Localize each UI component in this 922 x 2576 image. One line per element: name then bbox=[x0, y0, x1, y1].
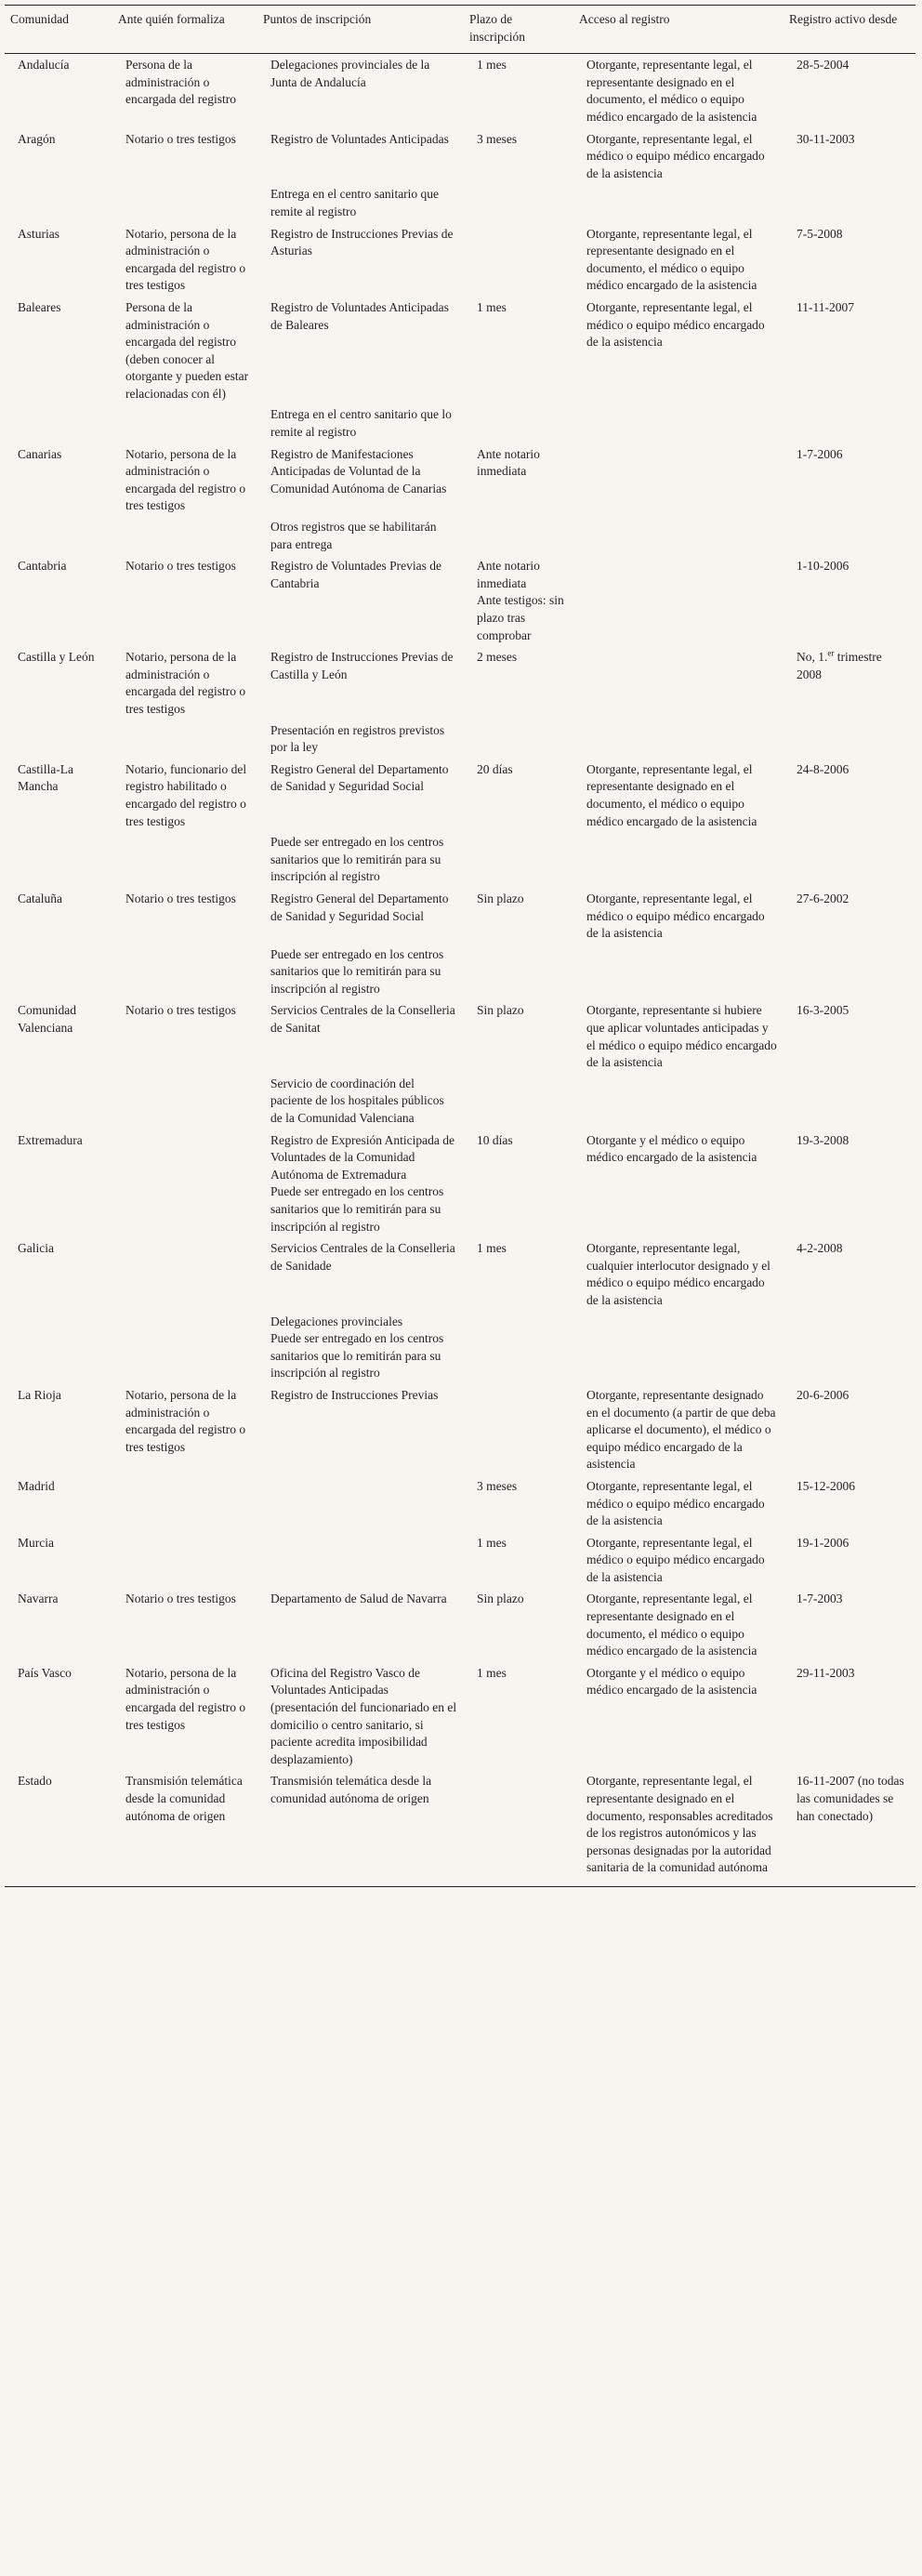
table-row bbox=[5, 443, 915, 517]
cell-puntos: Entrega en el centro sanitario que remite al registro bbox=[270, 187, 440, 218]
cell-puntos: Servicios Centrales de la Conselleria de Sanidade bbox=[270, 1241, 455, 1273]
cell-puntos: Registro de Voluntades Anticipadas de Baleares bbox=[270, 299, 449, 332]
cell-ante: Persona de la administración o encargada del registro bbox=[125, 58, 236, 107]
puntos-registro: Registro de Expresión Anticipada de Voluntades de la Comunidad Autónoma de Extremadura bbox=[270, 1132, 454, 1182]
table-row bbox=[5, 223, 915, 297]
table-row-continuation bbox=[5, 184, 915, 222]
cell-comunidad: Madrid bbox=[18, 1478, 55, 1493]
cell-acceso bbox=[573, 555, 784, 646]
cell-acceso: Otorgante, representante legal, el representante designado en el documento, el médico o equipo médico encargado de la asistencia bbox=[586, 761, 757, 828]
cell-registro: 20-6-2006 bbox=[797, 1387, 850, 1402]
cell-comunidad: Cataluña bbox=[18, 891, 62, 905]
cell-ante: Persona de la administración o encargada del registro (deben conocer al otorgante y pueden estar relacionadas con él) bbox=[125, 299, 249, 401]
cell-puntos: Servicio de coordinación del paciente de los hospitales públicos de la Comunidad Valenciana bbox=[270, 1076, 444, 1126]
cell-plazo bbox=[464, 1384, 573, 1475]
cell-comunidad: Castilla y León bbox=[18, 650, 95, 665]
cell-acceso: Otorgante, representante legal, cualquier interlocutor designado y el médico o equipo médico encargado de la asistencia bbox=[586, 1241, 771, 1307]
cell-acceso: Otorgante, representante si hubiere que aplicar voluntades anticipadas y el médico o equipo médico encargado de la asistencia bbox=[586, 1003, 777, 1070]
cell-acceso: Otorgante, representante legal, el representante designado en el documento, el médico o equipo médico encargado de la asistencia bbox=[586, 58, 757, 124]
table-row bbox=[5, 759, 915, 832]
cell-plazo: Ante notario inmediata bbox=[477, 446, 540, 479]
cell-registro: 30-11-2003 bbox=[797, 131, 855, 146]
cell-ante: Notario o tres testigos bbox=[125, 131, 236, 146]
cell-registro: 28-5-2004 bbox=[797, 58, 850, 73]
cell-registro: 19-3-2008 bbox=[797, 1132, 850, 1147]
table-row bbox=[5, 1532, 915, 1589]
cell-ante: Notario, persona de la administración o encargada del registro o tres testigos bbox=[125, 650, 246, 716]
table-row-continuation bbox=[5, 1312, 915, 1384]
cell-puntos bbox=[257, 1312, 464, 1384]
cell-acceso: Otorgante, representante legal, el médico o equipo médico encargado de la asistencia bbox=[586, 131, 765, 180]
cell-comunidad: País Vasco bbox=[18, 1665, 72, 1680]
header-acceso: Acceso al registro bbox=[573, 6, 784, 54]
table-body bbox=[5, 54, 915, 1887]
cell-plazo: 20 días bbox=[477, 761, 513, 776]
cell-acceso: Otorgante, representante legal, el médico o equipo médico encargado de la asistencia bbox=[586, 299, 765, 350]
puntos-entrega: Puede ser entregado en los centros sanitarios que lo remitirán para su inscripción al registro bbox=[270, 1184, 444, 1234]
table-row bbox=[5, 999, 915, 1073]
cell-registro: 1-7-2006 bbox=[797, 446, 843, 461]
cell-plazo: Sin plazo bbox=[477, 1592, 524, 1606]
cell-ante bbox=[112, 1129, 257, 1238]
plazo-notario: Ante notario inmediata bbox=[477, 559, 540, 590]
cell-plazo: Sin plazo bbox=[477, 891, 524, 905]
cell-comunidad: Aragón bbox=[18, 131, 56, 146]
cell-puntos: Puede ser entregado en los centros sanitarios que lo remitirán para su inscripción al registro bbox=[270, 835, 444, 884]
cell-ante: Notario o tres testigos bbox=[125, 1003, 236, 1018]
cell-acceso bbox=[573, 443, 784, 517]
cell-acceso: Otorgante, representante legal, el médico o equipo médico encargado de la asistencia bbox=[586, 1535, 765, 1584]
cell-registro: 11-11-2007 bbox=[797, 299, 854, 314]
cell-puntos: Registro de Instrucciones Previas bbox=[270, 1387, 439, 1402]
table-row bbox=[5, 1129, 915, 1238]
cell-puntos: Departamento de Salud de Navarra bbox=[270, 1592, 447, 1606]
table-row-continuation bbox=[5, 832, 915, 888]
cell-comunidad: Andalucía bbox=[18, 58, 70, 73]
header-plazo: Plazo de inscripción bbox=[464, 6, 573, 54]
cell-ante: Notario, persona de la administración o encargada del registro o tres testigos bbox=[125, 226, 246, 293]
cell-registro: 1-7-2003 bbox=[797, 1592, 843, 1606]
table-row-continuation bbox=[5, 517, 915, 555]
cell-ante: Transmisión telemática desde la comunidad autónoma de origen bbox=[112, 1770, 257, 1886]
cell-puntos: Servicios Centrales de la Conselleria de Sanitat bbox=[270, 1003, 455, 1036]
cell-puntos: Registro General del Departamento de Sanidad y Seguridad Social bbox=[270, 891, 449, 923]
cell-ante bbox=[112, 1532, 257, 1589]
cell-plazo: 3 meses bbox=[477, 131, 518, 146]
table-row bbox=[5, 555, 915, 646]
cell-puntos bbox=[257, 1475, 464, 1532]
cell-ante: Notario o tres testigos bbox=[125, 891, 236, 905]
table-row bbox=[5, 1662, 915, 1771]
registro-superscript: er bbox=[827, 648, 835, 658]
cell-acceso: Otorgante, representante legal, el médico o equipo médico encargado de la asistencia bbox=[586, 1478, 765, 1528]
cell-plazo: 2 meses bbox=[477, 650, 518, 665]
table-row-continuation bbox=[5, 945, 915, 1000]
cell-registro: 29-11-2003 bbox=[797, 1665, 855, 1680]
cell-ante: Notario o tres testigos bbox=[125, 1592, 236, 1606]
cell-acceso: Otorgante, representante legal, el representante designado en el documento, el médico o equipo médico encargado de la asistencia bbox=[586, 1592, 757, 1658]
cell-plazo: 1 mes bbox=[477, 1535, 507, 1550]
cell-acceso: Otorgante, representante legal, el representante designado en el documento, responsables acreditados de los registros autonómicos y las personas designadas por la autoridad sanitaria de la comunidad autónoma bbox=[573, 1770, 784, 1886]
cell-plazo: 1 mes bbox=[477, 1665, 507, 1680]
cell-comunidad: Navarra bbox=[18, 1592, 59, 1606]
cell-puntos: Oficina del Registro Vasco de Voluntades Anticipadas (presentación del funcionariado en el domicilio o centro sanitario, si paciente acredita imposibilidad desplazamiento) bbox=[270, 1665, 457, 1766]
cell-registro: 15-12-2006 bbox=[797, 1478, 855, 1493]
table-row bbox=[5, 1237, 915, 1311]
table-row-continuation bbox=[5, 720, 915, 759]
table-row bbox=[5, 1475, 915, 1532]
cell-ante: Notario, persona de la administración o encargada del registro o tres testigos bbox=[125, 446, 246, 513]
table-row bbox=[5, 888, 915, 945]
cell-registro: 19-1-2006 bbox=[797, 1535, 850, 1550]
table-row bbox=[5, 128, 915, 185]
cell-puntos: Registro de Voluntades Previas de Cantabria bbox=[270, 559, 441, 590]
cell-puntos: Registro de Voluntades Anticipadas bbox=[270, 131, 449, 146]
header-row bbox=[5, 6, 915, 54]
cell-comunidad: Castilla-La Mancha bbox=[18, 761, 73, 794]
cell-comunidad: Cantabria bbox=[18, 559, 67, 574]
cell-ante: Notario o tres testigos bbox=[125, 559, 236, 574]
cell-comunidad: Comunidad Valenciana bbox=[18, 1003, 76, 1036]
cell-registro: 16-3-2005 bbox=[797, 1003, 850, 1018]
cell-ante bbox=[112, 1237, 257, 1311]
cell-puntos: Otros registros que se habilitarán para entrega bbox=[270, 520, 437, 551]
cell-comunidad: Murcia bbox=[18, 1535, 54, 1550]
cell-puntos: Registro de Instrucciones Previas de Asturias bbox=[270, 226, 454, 258]
cell-registro: 16-11-2007 (no todas las comunidades se han conectado) bbox=[784, 1770, 915, 1886]
puntos-entrega: Puede ser entregado en los centros sanitarios que lo remitirán para su inscripción al registro bbox=[270, 1331, 444, 1380]
table-row bbox=[5, 1588, 915, 1661]
table-row bbox=[5, 1384, 915, 1475]
cell-acceso: Otorgante, representante designado en el documento (a partir de que deba aplicarse el documento), el médico o equipo médico encargado de la asistencia bbox=[586, 1387, 776, 1472]
cell-puntos: Entrega en el centro sanitario que lo remite al registro bbox=[270, 407, 452, 440]
cell-acceso: Otorgante y el médico o equipo médico encargado de la asistencia bbox=[586, 1132, 757, 1165]
cell-plazo: 1 mes bbox=[477, 1241, 507, 1256]
cell-registro: 4-2-2008 bbox=[797, 1241, 843, 1256]
cell-registro: 7-5-2008 bbox=[797, 226, 843, 241]
cell-ante bbox=[112, 1475, 257, 1532]
cell-comunidad: Galicia bbox=[18, 1241, 54, 1256]
registry-table bbox=[5, 5, 915, 1887]
cell-puntos: Registro de Instrucciones Previas de Castilla y León bbox=[270, 650, 454, 681]
cell-puntos bbox=[257, 1532, 464, 1589]
cell-plazo: 1 mes bbox=[477, 299, 507, 314]
cell-acceso bbox=[573, 646, 784, 720]
cell-plazo: 10 días bbox=[477, 1132, 513, 1147]
table-row bbox=[5, 54, 915, 128]
header-puntos: Puntos de inscripción bbox=[257, 6, 464, 54]
cell-plazo bbox=[464, 223, 573, 297]
cell-puntos: Transmisión telemática desde la comunidad autónoma de origen bbox=[257, 1770, 464, 1886]
cell-acceso: Otorgante y el médico o equipo médico encargado de la asistencia bbox=[586, 1665, 757, 1698]
cell-comunidad: Baleares bbox=[18, 299, 61, 314]
cell-puntos: Presentación en registros previstos por la ley bbox=[270, 722, 445, 755]
cell-plazo bbox=[464, 1770, 573, 1886]
table-row bbox=[5, 297, 915, 405]
header-comunidad: Comunidad bbox=[5, 6, 112, 54]
puntos-delegaciones: Delegaciones provinciales bbox=[270, 1314, 403, 1328]
cell-puntos: Delegaciones provinciales de la Junta de Andalucía bbox=[270, 58, 430, 89]
registro-text: No, 1. bbox=[797, 650, 828, 665]
cell-registro: 1-10-2006 bbox=[797, 559, 850, 574]
table-header bbox=[5, 6, 915, 54]
table-row-continuation bbox=[5, 1074, 915, 1129]
cell-puntos: Puede ser entregado en los centros sanitarios que lo remitirán para su inscripción al registro bbox=[270, 946, 444, 996]
table-row-continuation bbox=[5, 404, 915, 443]
header-registro: Registro activo desde bbox=[784, 6, 915, 54]
cell-acceso: Otorgante, representante legal, el representante designado en el documento, el médico o equipo médico encargado de la asistencia bbox=[586, 226, 757, 293]
cell-comunidad: Asturias bbox=[18, 226, 59, 241]
cell-puntos bbox=[257, 1129, 464, 1238]
registro-rest: trimestre 2008 bbox=[797, 650, 882, 681]
cell-puntos: Registro de Manifestaciones Anticipadas de Voluntad de la Comunidad Autónoma de Canarias bbox=[270, 446, 447, 495]
cell-registro: 27-6-2002 bbox=[797, 891, 850, 905]
cell-registro bbox=[784, 646, 915, 720]
cell-comunidad: Extremadura bbox=[18, 1132, 83, 1147]
cell-puntos: Registro General del Departamento de Sanidad y Seguridad Social bbox=[270, 761, 449, 794]
header-ante: Ante quién formaliza bbox=[112, 6, 257, 54]
plazo-testigos: Ante testigos: sin plazo tras comprobar bbox=[477, 593, 564, 642]
cell-comunidad: La Rioja bbox=[18, 1387, 61, 1402]
cell-plazo bbox=[464, 555, 573, 646]
cell-ante: Notario, persona de la administración o encargada del registro o tres testigos bbox=[125, 1387, 246, 1454]
table-row bbox=[5, 1770, 915, 1886]
cell-plazo: Sin plazo bbox=[477, 1003, 524, 1018]
cell-acceso: Otorgante, representante legal, el médico o equipo médico encargado de la asistencia bbox=[586, 891, 765, 941]
cell-plazo: 3 meses bbox=[477, 1478, 518, 1493]
table-row bbox=[5, 646, 915, 720]
cell-plazo: 1 mes bbox=[477, 58, 507, 73]
cell-ante: Notario, funcionario del registro habilitado o encargado del registro o tres testigos bbox=[125, 761, 247, 828]
cell-ante: Notario, persona de la administración o encargada del registro o tres testigos bbox=[125, 1665, 246, 1732]
cell-comunidad: Canarias bbox=[18, 446, 62, 461]
cell-comunidad: Estado bbox=[5, 1770, 112, 1886]
cell-registro: 24-8-2006 bbox=[797, 761, 850, 776]
